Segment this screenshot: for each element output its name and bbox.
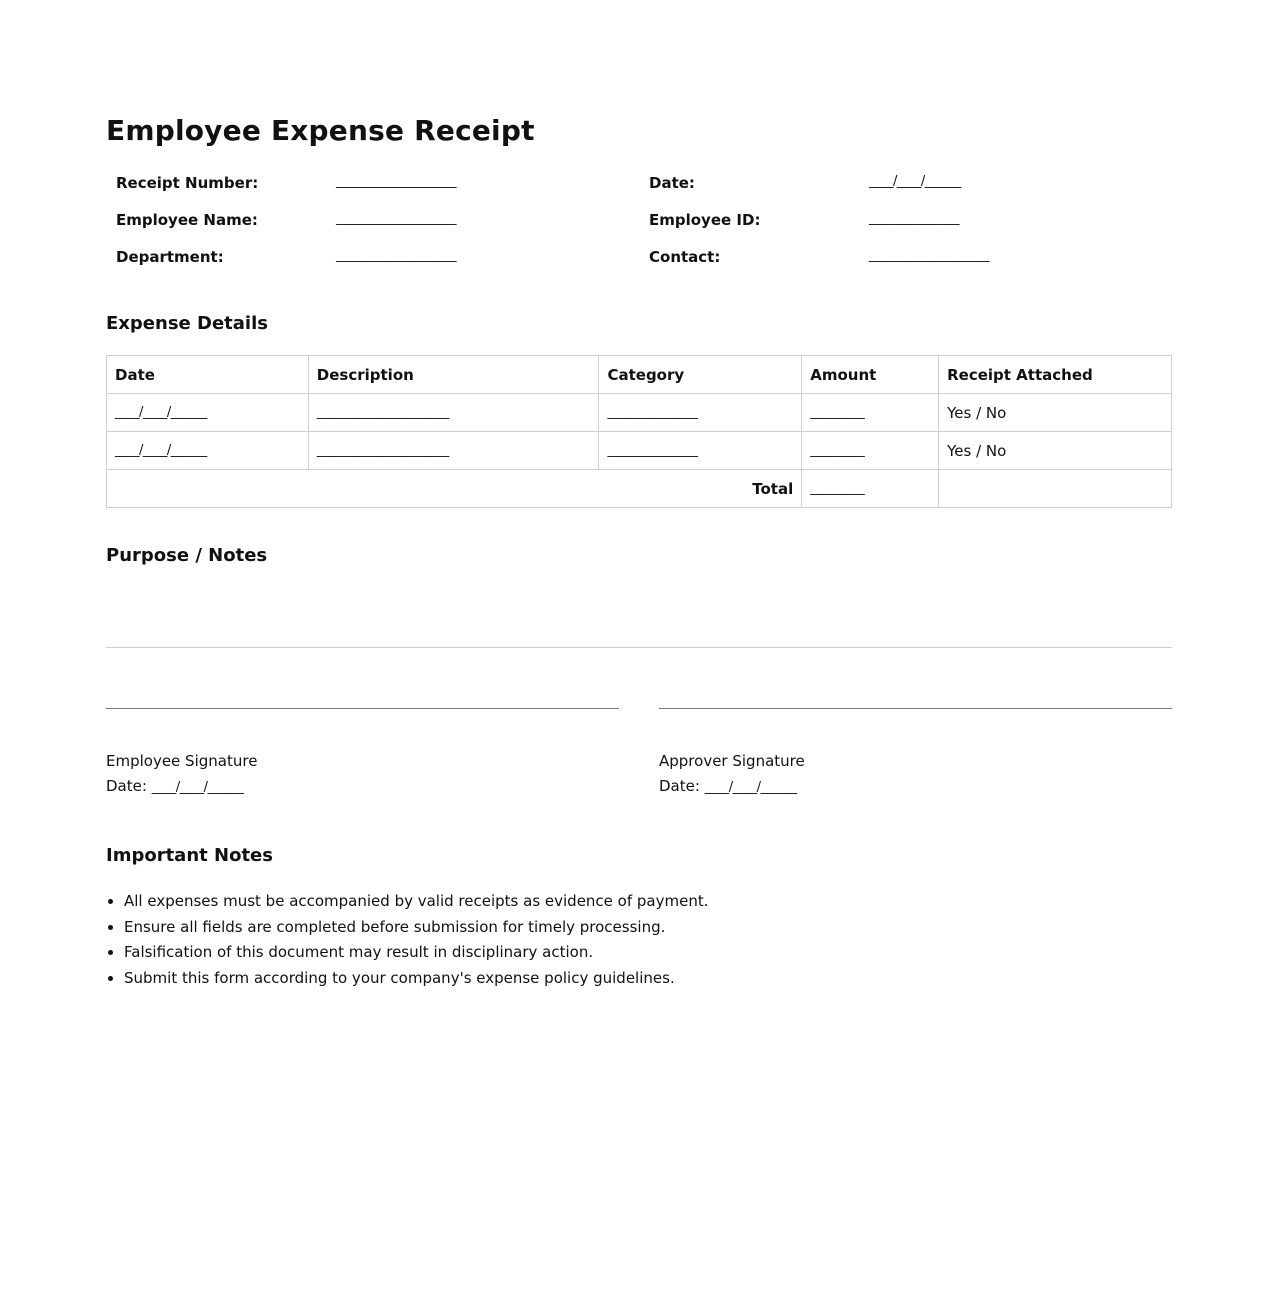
contact-field[interactable]: ____________________ bbox=[869, 248, 989, 263]
date-field[interactable]: ____/____/______ bbox=[869, 174, 961, 189]
row-description-field[interactable]: ______________________ bbox=[308, 394, 599, 432]
row-date-field[interactable]: ____/____/______ bbox=[107, 394, 309, 432]
table-row bbox=[107, 432, 1172, 470]
employee-id-label: Employee ID: bbox=[649, 211, 761, 229]
info-row-1 bbox=[106, 174, 1172, 198]
employee-name-label: Employee Name: bbox=[116, 211, 258, 229]
department-field[interactable]: ____________________ bbox=[336, 248, 456, 263]
table-header-row bbox=[107, 356, 1172, 394]
department-label: Department: bbox=[116, 248, 224, 266]
receipt-number-field[interactable]: ____________________ bbox=[336, 174, 456, 189]
table-total-row bbox=[107, 470, 1172, 508]
contact-label: Contact: bbox=[649, 248, 721, 266]
table-row bbox=[107, 394, 1172, 432]
list-item: • Submit this form according to your company's expense policy guidelines. bbox=[124, 966, 709, 992]
employee-id-field[interactable]: _______________ bbox=[869, 211, 959, 226]
column-header-description: Description bbox=[308, 356, 599, 394]
total-empty-cell bbox=[939, 470, 1172, 508]
list-item: • All expenses must be accompanied by valid receipts as evidence of payment. bbox=[124, 889, 709, 915]
total-amount-field[interactable]: _________ bbox=[802, 470, 939, 508]
row-date-field[interactable]: ____/____/______ bbox=[107, 432, 309, 470]
date-label: Date: bbox=[649, 174, 695, 192]
column-header-date: Date bbox=[107, 356, 309, 394]
row-category-field[interactable]: _______________ bbox=[599, 432, 802, 470]
purpose-notes-line[interactable] bbox=[106, 647, 1172, 648]
row-description-field[interactable]: ______________________ bbox=[308, 432, 599, 470]
employee-signature-label: Employee Signature bbox=[106, 752, 258, 770]
employee-name-field[interactable]: ____________________ bbox=[336, 211, 456, 226]
employee-date-prefix: Date: bbox=[106, 777, 147, 795]
info-row-3 bbox=[106, 248, 1172, 272]
column-header-amount: Amount bbox=[802, 356, 939, 394]
column-header-receipt-attached: Receipt Attached bbox=[939, 356, 1172, 394]
approver-signature-date bbox=[659, 777, 796, 795]
document-title: Employee Expense Receipt bbox=[106, 114, 535, 147]
employee-signature-date bbox=[106, 777, 243, 795]
expense-table bbox=[106, 355, 1172, 508]
total-label: Total bbox=[107, 470, 802, 508]
list-item: • Ensure all fields are completed before submission for timely processing. bbox=[124, 915, 709, 941]
important-notes-list bbox=[106, 889, 709, 991]
row-receipt-attached-choice[interactable]: Yes / No bbox=[939, 432, 1172, 470]
expense-details-heading: Expense Details bbox=[106, 313, 268, 334]
row-amount-field[interactable]: _________ bbox=[802, 394, 939, 432]
column-header-category: Category bbox=[599, 356, 802, 394]
receipt-number-label: Receipt Number: bbox=[116, 174, 259, 192]
purpose-notes-heading: Purpose / Notes bbox=[106, 545, 268, 566]
row-receipt-attached-choice[interactable]: Yes / No bbox=[939, 394, 1172, 432]
important-notes-heading: Important Notes bbox=[106, 845, 273, 866]
approver-date-field[interactable]: ____/____/______ bbox=[704, 780, 797, 795]
employee-signature-line[interactable] bbox=[106, 708, 619, 709]
info-row-2 bbox=[106, 211, 1172, 235]
row-amount-field[interactable]: _________ bbox=[802, 432, 939, 470]
list-item: • Falsification of this document may result in disciplinary action. bbox=[124, 940, 709, 966]
approver-signature-label: Approver Signature bbox=[659, 752, 805, 770]
approver-date-prefix: Date: bbox=[659, 777, 700, 795]
employee-date-field[interactable]: ____/____/______ bbox=[151, 780, 244, 795]
approver-signature-line[interactable] bbox=[659, 708, 1172, 709]
row-category-field[interactable]: _______________ bbox=[599, 394, 802, 432]
